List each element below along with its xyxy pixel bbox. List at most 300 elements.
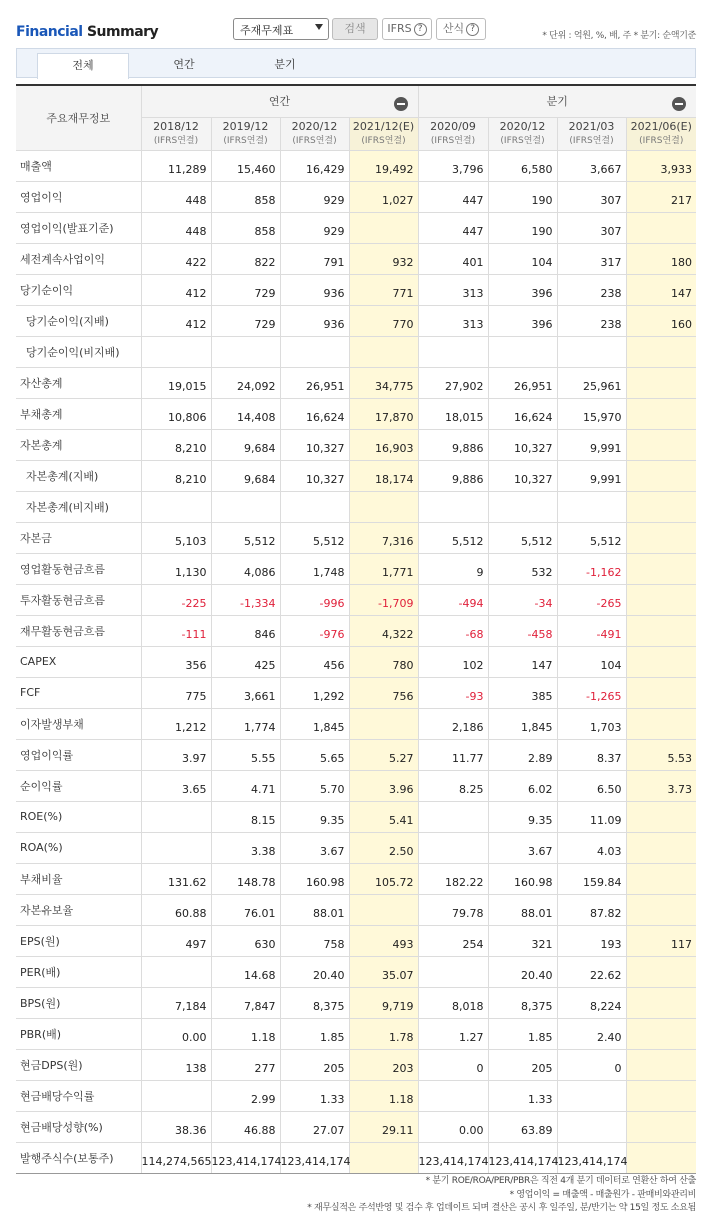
table-row xyxy=(16,1049,696,1080)
table-cell xyxy=(557,491,626,522)
table-cell: 20.40 xyxy=(280,956,349,987)
table-cell: 9,991 xyxy=(557,460,626,491)
table-cell: 532 xyxy=(488,553,557,584)
column-basis: (IFRS연결) xyxy=(223,135,268,146)
statement-type-select[interactable] xyxy=(233,18,329,40)
table-cell: 1,292 xyxy=(280,677,349,708)
table-cell xyxy=(626,1080,696,1111)
table-cell: 60.88 xyxy=(141,894,211,925)
table-cell: -1,709 xyxy=(349,584,418,615)
table-cell: 1,027 xyxy=(349,181,418,212)
statement-type-value: 주재무제표 xyxy=(240,24,294,37)
table-cell: 307 xyxy=(557,212,626,243)
table-cell: -458 xyxy=(488,615,557,646)
table-cell xyxy=(626,398,696,429)
table-cell: 630 xyxy=(211,925,280,956)
table-cell: 11.09 xyxy=(557,801,626,832)
table-cell: 3,661 xyxy=(211,677,280,708)
table-cell: 3.67 xyxy=(280,832,349,863)
table-cell: 3,796 xyxy=(418,150,488,181)
table-cell: 15,970 xyxy=(557,398,626,429)
table-cell: 254 xyxy=(418,925,488,956)
table-cell: -93 xyxy=(418,677,488,708)
table-cell: 8,375 xyxy=(280,987,349,1018)
table-cell: 131.62 xyxy=(141,863,211,894)
table-cell xyxy=(418,801,488,832)
table-cell: 5.41 xyxy=(349,801,418,832)
table-row xyxy=(16,615,696,646)
table-cell: 448 xyxy=(141,212,211,243)
table-cell: 425 xyxy=(211,646,280,677)
table-cell: 205 xyxy=(488,1049,557,1080)
footnote: * 재무실적은 주석반영 및 검수 후 업데이트 되며 결산은 공시 후 일주일, 분/반기는 약 15일 정도 소요됨 xyxy=(307,1203,696,1213)
table-row xyxy=(16,367,696,398)
table-cell: 88.01 xyxy=(280,894,349,925)
table-cell: 123,414,174 xyxy=(280,1142,349,1173)
table-cell: 1.18 xyxy=(349,1080,418,1111)
table-cell: 104 xyxy=(488,243,557,274)
table-cell xyxy=(349,491,418,522)
column-period: 2020/12 xyxy=(499,119,546,133)
brand-summary: Summary xyxy=(86,24,159,40)
row-label: 자본금 xyxy=(16,522,141,553)
table-cell: 148.78 xyxy=(211,863,280,894)
quarter-group-header xyxy=(418,86,696,117)
row-label: EPS(원) xyxy=(16,925,141,956)
row-label: 영업이익률 xyxy=(16,739,141,770)
table-cell: 9,684 xyxy=(211,429,280,460)
table-cell: 401 xyxy=(418,243,488,274)
table-cell xyxy=(626,1111,696,1142)
table-cell: 3.65 xyxy=(141,770,211,801)
table-cell xyxy=(626,987,696,1018)
table-cell: 4.71 xyxy=(211,770,280,801)
tab-all[interactable]: 전체 xyxy=(37,53,129,79)
row-label: 순이익률 xyxy=(16,770,141,801)
column-period: 2021/12(E) xyxy=(352,119,415,133)
table-cell: 822 xyxy=(211,243,280,274)
column-header xyxy=(488,117,557,150)
table-cell: 5.55 xyxy=(211,739,280,770)
table-cell xyxy=(349,708,418,739)
table-cell: 2.89 xyxy=(488,739,557,770)
table-cell: 936 xyxy=(280,305,349,336)
table-cell: 159.84 xyxy=(557,863,626,894)
table-cell: 412 xyxy=(141,274,211,305)
table-row xyxy=(16,956,696,987)
table-cell xyxy=(418,832,488,863)
table-cell: 46.88 xyxy=(211,1111,280,1142)
table-cell xyxy=(488,336,557,367)
table-row xyxy=(16,987,696,1018)
table-cell: 3.97 xyxy=(141,739,211,770)
table-cell xyxy=(557,336,626,367)
table-row xyxy=(16,553,696,584)
column-period: 2020/09 xyxy=(430,119,476,133)
table-cell: 929 xyxy=(280,181,349,212)
table-cell: 277 xyxy=(211,1049,280,1080)
table-cell: 88.01 xyxy=(488,894,557,925)
table-row xyxy=(16,336,696,367)
table-cell xyxy=(626,1049,696,1080)
table-cell: 9,991 xyxy=(557,429,626,460)
table-cell: 4,322 xyxy=(349,615,418,646)
table-cell: 858 xyxy=(211,212,280,243)
table-cell: 10,327 xyxy=(488,460,557,491)
table-cell: 448 xyxy=(141,181,211,212)
table-cell: 0.00 xyxy=(418,1111,488,1142)
table-cell: 20.40 xyxy=(488,956,557,987)
table-cell: 203 xyxy=(349,1049,418,1080)
page-title xyxy=(16,24,158,40)
table-cell: 1,703 xyxy=(557,708,626,739)
table-cell: 147 xyxy=(626,274,696,305)
row-label: 이자발생부채 xyxy=(16,708,141,739)
table-row xyxy=(16,677,696,708)
table-row xyxy=(16,243,696,274)
formula-label: 산식 xyxy=(442,22,465,35)
row-label: 당기순이익 xyxy=(16,274,141,305)
table-cell: 102 xyxy=(418,646,488,677)
table-cell: 123,414,174 xyxy=(488,1142,557,1173)
footnote: * 분기 ROE/ROA/PER/PBR은 직전 4개 분기 데이터로 연환산 하여 산출 xyxy=(425,1176,696,1186)
table-row xyxy=(16,832,696,863)
table-cell: 147 xyxy=(488,646,557,677)
table-cell: 5,512 xyxy=(280,522,349,553)
column-header xyxy=(349,117,418,150)
table-cell: 775 xyxy=(141,677,211,708)
table-cell xyxy=(280,491,349,522)
table-cell xyxy=(626,801,696,832)
row-label: 당기순이익(지배) xyxy=(16,305,141,336)
table-cell: 238 xyxy=(557,305,626,336)
table-cell xyxy=(349,1142,418,1173)
annual-group-label: 연간 xyxy=(268,95,291,109)
table-cell: 18,015 xyxy=(418,398,488,429)
table-cell: -68 xyxy=(418,615,488,646)
table-cell: 17,870 xyxy=(349,398,418,429)
table-cell: 3.38 xyxy=(211,832,280,863)
table-cell: -225 xyxy=(141,584,211,615)
table-cell: 10,806 xyxy=(141,398,211,429)
column-basis: (IFRS연결) xyxy=(292,135,337,146)
table-cell: 356 xyxy=(141,646,211,677)
row-label: 자본총계 xyxy=(16,429,141,460)
table-cell xyxy=(488,491,557,522)
table-cell xyxy=(626,863,696,894)
table-cell: 38.36 xyxy=(141,1111,211,1142)
table-cell: 190 xyxy=(488,212,557,243)
column-basis: (IFRS연결) xyxy=(430,135,476,146)
table-cell xyxy=(141,801,211,832)
table-cell xyxy=(626,429,696,460)
table-cell: 729 xyxy=(211,274,280,305)
collapse-annual-icon[interactable] xyxy=(394,97,408,111)
column-header xyxy=(557,117,626,150)
units-note: * 단위 : 억원, %, 배, 주 * 분기: 순액기준 xyxy=(542,31,696,41)
table-body xyxy=(16,150,696,1173)
table-cell: 929 xyxy=(280,212,349,243)
row-label: 당기순이익(비지배) xyxy=(16,336,141,367)
table-cell: 27,902 xyxy=(418,367,488,398)
table-cell: 5.70 xyxy=(280,770,349,801)
row-label: 세전계속사업이익 xyxy=(16,243,141,274)
table-cell: 321 xyxy=(488,925,557,956)
table-cell xyxy=(141,1080,211,1111)
table-cell: 138 xyxy=(141,1049,211,1080)
table-cell: 14,408 xyxy=(211,398,280,429)
table-row xyxy=(16,863,696,894)
table-cell: 8.15 xyxy=(211,801,280,832)
table-row xyxy=(16,181,696,212)
table-cell: 11,289 xyxy=(141,150,211,181)
table-cell: -494 xyxy=(418,584,488,615)
table-cell: 5,512 xyxy=(418,522,488,553)
row-label: CAPEX xyxy=(16,646,141,677)
column-header xyxy=(418,117,488,150)
table-row xyxy=(16,398,696,429)
table-cell: 123,414,174 xyxy=(211,1142,280,1173)
table-cell: 76.01 xyxy=(211,894,280,925)
table-cell: 313 xyxy=(418,274,488,305)
table-cell: 3.67 xyxy=(488,832,557,863)
help-icon: ? xyxy=(466,23,479,36)
row-label: BPS(원) xyxy=(16,987,141,1018)
table-cell: 1,212 xyxy=(141,708,211,739)
quarter-group-label: 분기 xyxy=(546,95,568,109)
table-cell: 18,174 xyxy=(349,460,418,491)
row-label: 자산총계 xyxy=(16,367,141,398)
footnote: * 영업이익 = 매출액 - 매출원가 - 판매비와관리비 xyxy=(509,1189,696,1200)
financial-table xyxy=(16,84,696,1174)
table-cell xyxy=(349,336,418,367)
table-cell: -265 xyxy=(557,584,626,615)
table-cell xyxy=(557,1111,626,1142)
table-cell: 16,903 xyxy=(349,429,418,460)
column-period: 2018/12 xyxy=(153,119,199,133)
table-cell xyxy=(626,336,696,367)
table-cell: 190 xyxy=(488,181,557,212)
table-cell: 79.78 xyxy=(418,894,488,925)
table-cell xyxy=(418,336,488,367)
ifrs-help-button[interactable] xyxy=(382,18,432,40)
table-cell: 16,624 xyxy=(280,398,349,429)
table-cell: 0.00 xyxy=(141,1018,211,1049)
table-cell: 1.27 xyxy=(418,1018,488,1049)
table-cell: 160.98 xyxy=(488,863,557,894)
row-label: FCF xyxy=(16,677,141,708)
table-cell: 26,951 xyxy=(488,367,557,398)
table-cell: -996 xyxy=(280,584,349,615)
row-label: 현금배당성향(%) xyxy=(16,1111,141,1142)
table-cell: 15,460 xyxy=(211,150,280,181)
table-cell: 9.35 xyxy=(488,801,557,832)
table-cell: 22.62 xyxy=(557,956,626,987)
row-label: 영업활동현금흐름 xyxy=(16,553,141,584)
table-cell: 313 xyxy=(418,305,488,336)
table-cell xyxy=(280,336,349,367)
table-cell: 2.50 xyxy=(349,832,418,863)
table-cell xyxy=(349,894,418,925)
table-cell: 27.07 xyxy=(280,1111,349,1142)
row-label: 자본유보율 xyxy=(16,894,141,925)
table-cell: 2.40 xyxy=(557,1018,626,1049)
table-cell: 770 xyxy=(349,305,418,336)
table-cell: 180 xyxy=(626,243,696,274)
table-cell: 4,086 xyxy=(211,553,280,584)
table-row xyxy=(16,522,696,553)
table-cell xyxy=(626,212,696,243)
table-cell: 114,274,565 xyxy=(141,1142,211,1173)
column-basis: (IFRS연결) xyxy=(639,135,684,146)
table-cell: 11.77 xyxy=(418,739,488,770)
table-cell: -34 xyxy=(488,584,557,615)
table-cell: 9,719 xyxy=(349,987,418,1018)
table-row xyxy=(16,925,696,956)
column-header xyxy=(211,117,280,150)
table-cell: 117 xyxy=(626,925,696,956)
table-row xyxy=(16,212,696,243)
table-cell: 182.22 xyxy=(418,863,488,894)
table-cell: 456 xyxy=(280,646,349,677)
table-cell: 3.73 xyxy=(626,770,696,801)
table-row xyxy=(16,1111,696,1142)
row-label: 부채비율 xyxy=(16,863,141,894)
table-cell xyxy=(626,894,696,925)
table-cell: 5,512 xyxy=(211,522,280,553)
table-cell: 1,845 xyxy=(488,708,557,739)
table-cell: 123,414,174 xyxy=(418,1142,488,1173)
table-cell: 447 xyxy=(418,212,488,243)
search-button[interactable]: 검색 xyxy=(332,18,378,40)
table-cell: 34,775 xyxy=(349,367,418,398)
column-header xyxy=(280,117,349,150)
tab-annual[interactable]: 연간 xyxy=(173,58,195,71)
table-cell: 729 xyxy=(211,305,280,336)
table-row xyxy=(16,894,696,925)
table-cell: 1,771 xyxy=(349,553,418,584)
table-cell: 447 xyxy=(418,181,488,212)
table-cell: 412 xyxy=(141,305,211,336)
table-cell: 6.02 xyxy=(488,770,557,801)
table-cell: 3,933 xyxy=(626,150,696,181)
row-label: 재무활동현금흐름 xyxy=(16,615,141,646)
collapse-quarter-icon[interactable] xyxy=(672,97,686,111)
column-period: 2021/06(E) xyxy=(630,119,692,133)
table-cell: 5,512 xyxy=(488,522,557,553)
column-header xyxy=(141,117,211,150)
table-row xyxy=(16,1018,696,1049)
table-cell xyxy=(626,584,696,615)
summary-header xyxy=(16,14,696,46)
table-row xyxy=(16,1080,696,1111)
table-cell: 19,492 xyxy=(349,150,418,181)
table-row xyxy=(16,708,696,739)
table-cell: 160 xyxy=(626,305,696,336)
table-cell: 2,186 xyxy=(418,708,488,739)
row-label: 현금DPS(원) xyxy=(16,1049,141,1080)
table-cell: 3.96 xyxy=(349,770,418,801)
table-cell: 4.03 xyxy=(557,832,626,863)
table-cell: 104 xyxy=(557,646,626,677)
table-cell xyxy=(626,956,696,987)
table-cell: 5,512 xyxy=(557,522,626,553)
table-cell: 5,103 xyxy=(141,522,211,553)
table-cell: 791 xyxy=(280,243,349,274)
table-cell xyxy=(626,646,696,677)
table-cell: 8,210 xyxy=(141,460,211,491)
table-cell: 936 xyxy=(280,274,349,305)
table-cell xyxy=(626,522,696,553)
row-label: 부채총계 xyxy=(16,398,141,429)
table-cell: 63.89 xyxy=(488,1111,557,1142)
table-cell: 9,684 xyxy=(211,460,280,491)
column-basis: (IFRS연결) xyxy=(361,135,406,146)
table-cell: 205 xyxy=(280,1049,349,1080)
table-row xyxy=(16,739,696,770)
row-label: PBR(배) xyxy=(16,1018,141,1049)
table-cell xyxy=(626,367,696,398)
table-cell xyxy=(141,956,211,987)
table-cell: 1,748 xyxy=(280,553,349,584)
table-row xyxy=(16,460,696,491)
table-row xyxy=(16,1142,696,1173)
table-cell xyxy=(349,212,418,243)
footnotes xyxy=(307,1175,696,1216)
table-row xyxy=(16,491,696,522)
tab-quarterly[interactable]: 분기 xyxy=(274,58,296,71)
row-label: 매출액 xyxy=(16,150,141,181)
row-label: 현금배당수익률 xyxy=(16,1080,141,1111)
row-label: PER(배) xyxy=(16,956,141,987)
table-cell: 217 xyxy=(626,181,696,212)
table-cell: 497 xyxy=(141,925,211,956)
annual-group-header xyxy=(141,86,418,117)
table-cell: 9,886 xyxy=(418,429,488,460)
table-cell xyxy=(141,491,211,522)
table-cell xyxy=(141,336,211,367)
table-cell: 771 xyxy=(349,274,418,305)
table-cell: 9 xyxy=(418,553,488,584)
table-cell xyxy=(211,491,280,522)
brand-financial: Financial xyxy=(16,24,83,40)
table-cell xyxy=(418,1080,488,1111)
table-cell: 8,210 xyxy=(141,429,211,460)
table-cell: -1,265 xyxy=(557,677,626,708)
period-tabs xyxy=(16,48,696,78)
table-cell: 14.68 xyxy=(211,956,280,987)
table-cell: 396 xyxy=(488,274,557,305)
table-cell: 396 xyxy=(488,305,557,336)
row-label: 자본총계(비지배) xyxy=(16,491,141,522)
table-cell: 5.53 xyxy=(626,739,696,770)
table-cell xyxy=(626,1142,696,1173)
column-period: 2020/12 xyxy=(291,119,338,133)
row-label: 발행주식수(보통주) xyxy=(16,1142,141,1173)
table-row xyxy=(16,429,696,460)
table-cell: 2.99 xyxy=(211,1080,280,1111)
column-period: 2019/12 xyxy=(222,119,269,133)
chevron-down-icon xyxy=(315,24,323,30)
table-cell: 422 xyxy=(141,243,211,274)
table-row xyxy=(16,305,696,336)
table-cell: 7,847 xyxy=(211,987,280,1018)
formula-help-button[interactable] xyxy=(436,18,486,40)
table-cell xyxy=(211,336,280,367)
table-cell: 758 xyxy=(280,925,349,956)
row-label: ROA(%) xyxy=(16,832,141,863)
table-cell xyxy=(626,553,696,584)
